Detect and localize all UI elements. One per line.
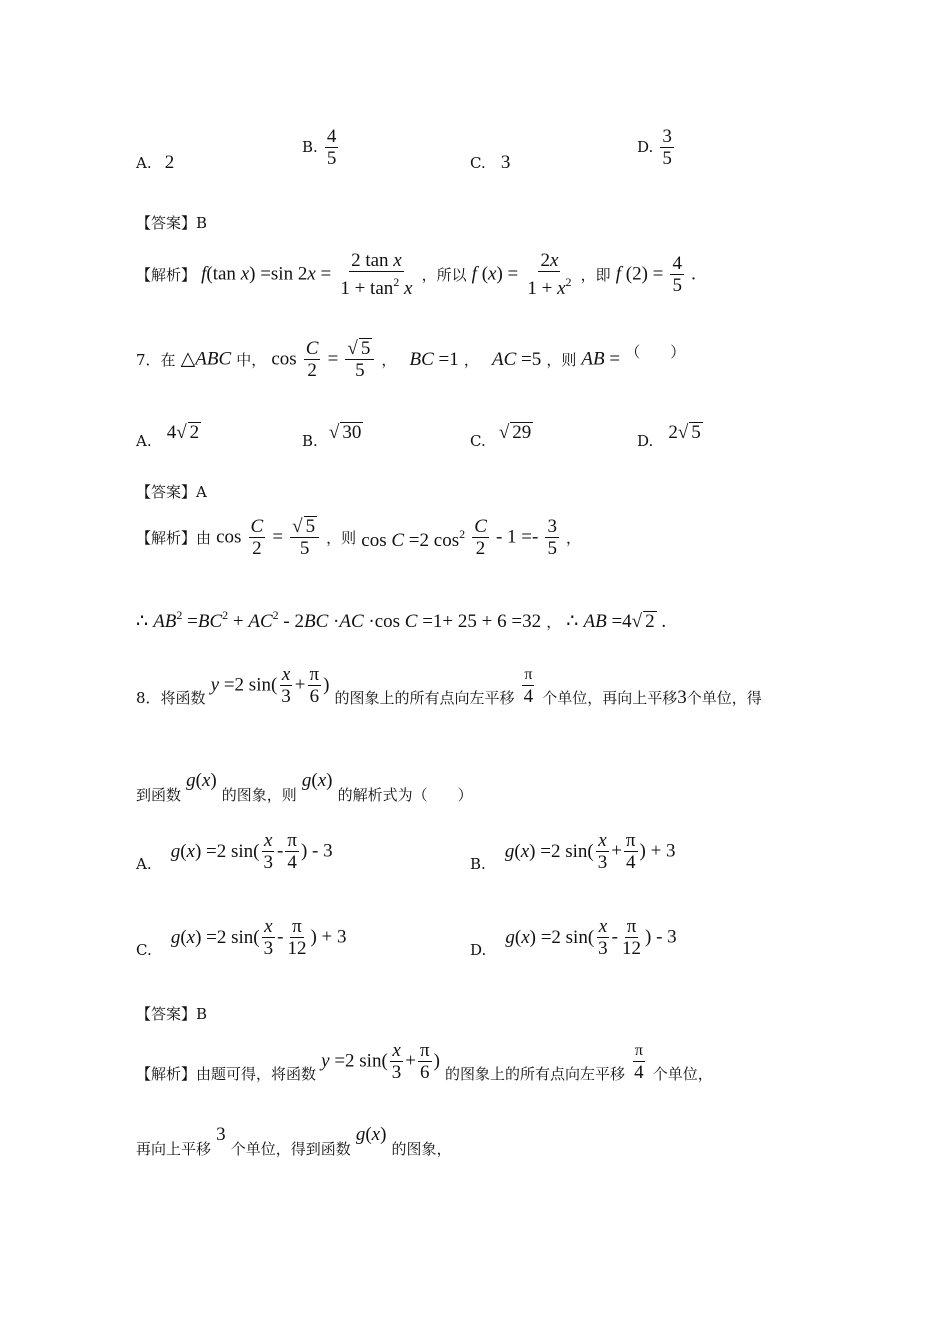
fraction: $\frac{C}{2}$ bbox=[250, 516, 264, 559]
q8-option-b: B. g(x) =2 sin( $\frac{x}{3}$ + $\frac{\pi}{4}$ ) + 3 bbox=[470, 830, 676, 873]
fraction: $\frac{\pi}{12}$ bbox=[622, 916, 641, 959]
q8-option-c: C. g(x) =2 sin( $\frac{x}{3}$ - $\frac{\pi}{12}$ ) + 3 bbox=[136, 916, 347, 959]
q8-stem-line2: 到函数 g(x) 的图象，则 g(x) 的解析式为（ ） bbox=[136, 770, 473, 804]
fraction: $\frac{3}{5}$ bbox=[662, 126, 672, 169]
q8-analysis-line2: 再向上平移 3 个单位，得到函数 g(x) 的图象， bbox=[136, 1124, 452, 1158]
fraction: $\frac{\pi}{4}$ bbox=[287, 830, 297, 873]
q6-analysis: 【解析】 f(tan x) =sin 2x = $\frac{\text{2 tan x}}{1 + \tan^2 x}$ ，所以 f (x) = $\frac{2x}{1 + x^2}$ ，即 f (2) = $\frac{4}{5}$ . bbox=[136, 250, 696, 299]
fraction: $\frac{x}{3}$ bbox=[281, 664, 291, 707]
q7-option-d: D. 2√ 5 bbox=[637, 422, 701, 450]
therefore-icon: ∴ bbox=[566, 611, 579, 632]
q8-option-d: D. g(x) =2 sin( $\frac{x}{3}$ - $\frac{\pi}{12}$ ) - 3 bbox=[470, 916, 677, 959]
fraction: $\frac{2x}{1 + x^2}$ bbox=[527, 250, 572, 299]
q8-stem: 8．将函数 y =2 sin( $\frac{x}{3}$ + $\frac{\pi}{6}$ ) 的图象上的所有点向左平移 $\frac{\pi}{4}$ 个单位，再向上平移3个单位，得 bbox=[136, 664, 762, 708]
q7-analysis: 【解析】由 cos $\frac{C}{2}$ = $\frac{√ 5}{5}$ ，则 cos C =2 $\cos^2$ $\frac{C}{2}$ - 1 =- $\frac{3}{5}$ ， bbox=[136, 516, 582, 559]
q7-stem: 7．在 △ABC 中， cos $\frac{C}{2}$ = $\frac{√ 5}{5}$ ， BC =1 ， AC =5 ，则 AB = （ ） bbox=[136, 338, 686, 381]
fraction: $\frac{\pi}{4}$ bbox=[625, 830, 636, 873]
fraction: $\frac{x}{3}$ bbox=[263, 916, 274, 959]
formula-f-x: f (x) = bbox=[471, 263, 519, 285]
fraction: $\frac{\pi}{4}$ bbox=[523, 666, 534, 707]
q6-option-a: A. 2 bbox=[136, 152, 175, 173]
fraction: $\frac{\pi}{6}$ bbox=[309, 664, 320, 707]
q8-option-a: A. g(x) =2 sin( $\frac{x}{3}$ - $\frac{\pi}{4}$ ) - 3 bbox=[136, 830, 333, 873]
fraction: $\frac{4}{5}$ bbox=[672, 253, 682, 296]
q8-answer: 【答案】B bbox=[136, 1005, 208, 1023]
fraction: $\frac{\text{2 tan x}}{1 + \tan^2 x}$ bbox=[340, 250, 413, 299]
fraction: $\frac{\pi}{6}$ bbox=[420, 1040, 430, 1083]
fraction: $\frac{C}{2}$ bbox=[474, 516, 487, 559]
fraction: $\frac{C}{2}$ bbox=[305, 338, 319, 381]
q6-answer: 【答案】B bbox=[136, 214, 208, 232]
formula-f-tan: f(tan x) =sin 2x = bbox=[201, 263, 332, 285]
triangle-abc: △ABC bbox=[180, 348, 232, 370]
formula-f-2: f (2) = bbox=[615, 263, 664, 285]
q6-option-b: B. $\frac{4}{5}$ bbox=[302, 126, 337, 169]
q7-option-c: C. √ 29 bbox=[470, 422, 532, 450]
fraction: $\frac{\pi}{4}$ bbox=[634, 1042, 644, 1083]
fraction: $\frac{x}{3}$ bbox=[391, 1040, 402, 1083]
therefore-icon: ∴ bbox=[136, 611, 149, 632]
fraction: $\frac{x}{3}$ bbox=[597, 830, 608, 873]
fraction: $\frac{√ 5}{5}$ bbox=[345, 338, 374, 381]
fraction: $\frac{x}{3}$ bbox=[598, 916, 608, 959]
q7-option-b: B. √ 30 bbox=[302, 422, 362, 450]
q7-answer: 【答案】A bbox=[136, 483, 207, 501]
fraction: $\frac{\pi}{12}$ bbox=[287, 916, 307, 959]
q7-option-a: A. 4√ 2 bbox=[136, 422, 200, 450]
q6-option-d: D. $\frac{3}{5}$ bbox=[637, 126, 672, 169]
fraction: $\frac{x}{3}$ bbox=[263, 830, 274, 873]
fraction: $\frac{3}{5}$ bbox=[547, 516, 557, 559]
fraction: $\frac{√ 5}{5}$ bbox=[290, 516, 319, 559]
q8-analysis: 【解析】由题可得，将函数 y =2 sin( $\frac{x}{3}$ + $\frac{\pi}{6}$ ) 的图象上的所有点向左平移 $\frac{\pi}{4}$ 个单位， bbox=[136, 1040, 713, 1083]
q7-analysis-therefore: ∴ $AB^2 =BC^2 + AC^2 - 2BC \cdot AC \cdot\cos$ C =1+ 25 + 6 =32 ， ∴ AB =4√ 2 . bbox=[136, 608, 667, 632]
fraction: $\frac{4}{5}$ bbox=[326, 126, 337, 169]
q6-option-c: C. 3 bbox=[470, 152, 511, 173]
